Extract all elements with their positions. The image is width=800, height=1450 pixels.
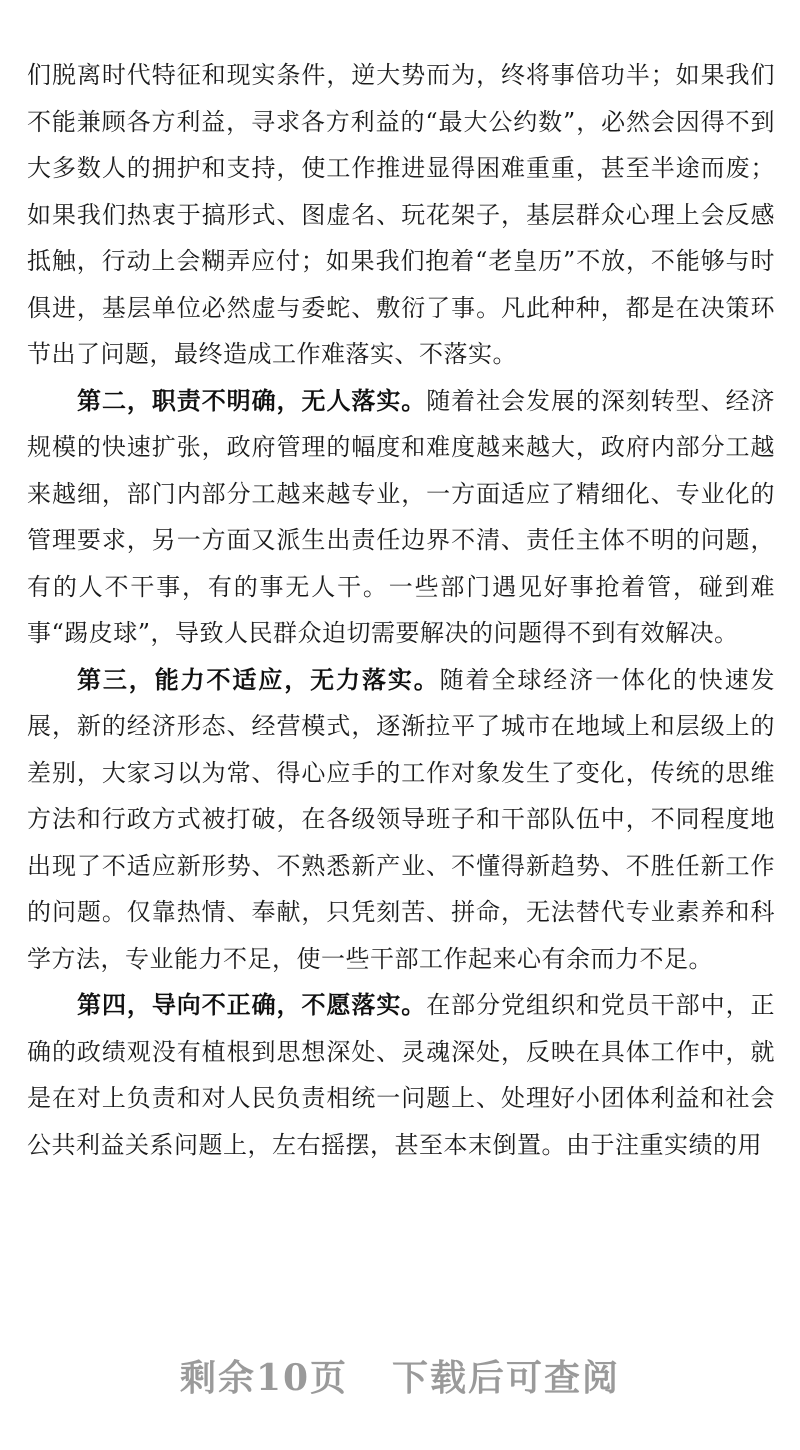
paragraph-1-text: 们脱离时代特征和现实条件，逆大势而为，终将事倍功半；如果我们不能兼顾各方利益，寻求各方利益的“最大公约数”，必然会因得不到大多数人的拥护和支持，使工作推进显得困难重重，甚至半途而废；如果我们热衷于搞形式、图虚名、玩花架子，基层群众心理上会反感抵触，行动上会糊弄应付；如果我们抱着“老皇历”不放，不能够与时俱进，基层单位必然虚与委蛇、敷衍了事。凡此种种，都是在决策环节出了问题，最终造成工作难落实、不落实。 bbox=[27, 61, 775, 368]
paragraph-4-text: 在部分党组织和党员干部中，正确的政绩观没有植根到思想深处、灵魂深处，反映在具体工作中，就是在对上负责和对人民负责相统一问题上、处理好小团体利益和社会公共利益关系问题上，左右摇摆，甚至本末倒置。由于注重实绩的用 bbox=[27, 991, 776, 1159]
download-to-read-label[interactable]: 下载后可查阅 bbox=[392, 1357, 621, 1399]
remaining-pages-label: 剩余10页 bbox=[179, 1357, 349, 1399]
paragraph-3 bbox=[27, 657, 775, 983]
paragraph-2 bbox=[27, 378, 775, 657]
paragraph-3-text: 随着全球经济一体化的快速发展，新的经济形态、经营模式，逐渐拉平了城市在地域上和层级上的差别，大家习以为常、得心应手的工作对象发生了变化，传统的思维方法和行政方式被打破，在各级领导班子和干部队伍中，不同程度地出现了不适应新形势、不熟悉新产业、不懂得新趋势、不胜任新工作的问题。仅靠热情、奉献，只凭刻苦、拼命，无法替代专业素养和科学方法，专业能力不足，使一些干部工作起来心有余而力不足。 bbox=[27, 665, 776, 973]
paragraph-2-text: 随着社会发展的深刻转型、经济规模的快速扩张，政府管理的幅度和难度越来越大，政府内部分工越来越细，部门内部分工越来越专业，一方面适应了精细化、专业化的管理要求，另一方面又派生出责任边界不清、责任主体不明的问题，有的人不干事，有的事无人干。一些部门遇见好事抢着管，碰到难事“踢皮球”，导致人民群众迫切需要解决的问题得不到有效解决。 bbox=[27, 386, 776, 647]
paragraph-4-lead: 第四，导向不正确，不愿落实。 bbox=[77, 990, 427, 1019]
document-body bbox=[27, 52, 775, 1168]
paragraph-4 bbox=[27, 982, 775, 1168]
paragraph-2-lead: 第二，职责不明确，无人落实。 bbox=[77, 385, 427, 415]
paragraph-1 bbox=[27, 52, 775, 378]
paragraph-3-lead: 第三，能力不适应，无力落实。 bbox=[77, 664, 440, 694]
download-prompt[interactable] bbox=[0, 1350, 800, 1401]
